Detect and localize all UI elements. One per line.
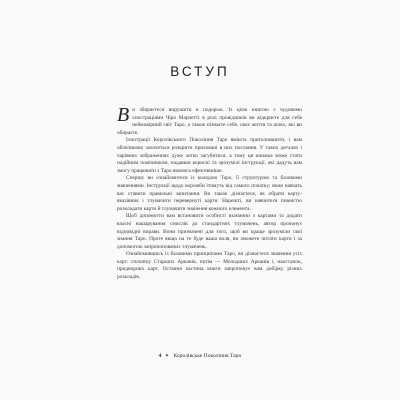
drop-cap: В (117, 104, 130, 126)
star-ornament-icon: ✦ (164, 354, 170, 359)
paragraph-2: Ілюстрації Королівського Покоління Таро вміють приголомшити, і вам обов'язково захочеться розкрити приховані в них послання. У таких деталях і чарівних зображеннях дуже легко загубитися, а тому ця книжка може стати надійним помічником, надавши корисні та зрозумілі інструкції, які дадуть вам змогу працювати з Таро якомога ефективніше. (117, 137, 302, 174)
paragraph-5: Ознайомившись із базовими принципами Таро, ви дізнаєтеся значення усіх карт: спочатку Старших Арканів, потім — Молодших Арканів і, наостанок, придворних карт. Остання частина книги запропонує вам добірку різних розкладів. (117, 251, 302, 281)
paragraph-3: Спершу ви ознайомитеся із колодою Таро, її структурою та базовими значеннями. Інструкції щодо ворожби ітимуть від самого початку; вони навчать вас ставити правильні запитання. Ви також дізнаєтеся, як обрати карту-вказівник і тлумачити перевернуті карти. Нарешті, ви навчитеся повністю розкладати карти й тлумачити значення кожного елемента. (117, 175, 302, 212)
paragraph-1-text: и збираєтеся вирушити в подорож. Із цією книгою з чудовими ілюстраціями Чіро Марчетті в ролі провідників ви відкриєте для себе неймовірний світ Таро, а також пізнаєте себе, своє життя та шлях, які ви обираєте. (117, 107, 302, 136)
running-title: Королівське Покоління Таро (173, 353, 242, 359)
page-number: 4 (158, 353, 162, 359)
chapter-heading: ВСТУП (170, 64, 230, 79)
paragraph-1 (117, 104, 302, 137)
page-footer (0, 353, 400, 359)
paragraph-4: Щоб допомогти вам встановити особисті взаємини з картами та додати власні нашарування смислів до стандартних тлумачень, автор пропонує відповідні вправи. Вони призначені для того, щоб ви краще зрозуміли свої знання Таро. Проте якщо на те буде ваша воля, ви зможете читати карти і за допомогою запропонованих тлумачень. (117, 213, 302, 250)
body-text (117, 104, 302, 282)
